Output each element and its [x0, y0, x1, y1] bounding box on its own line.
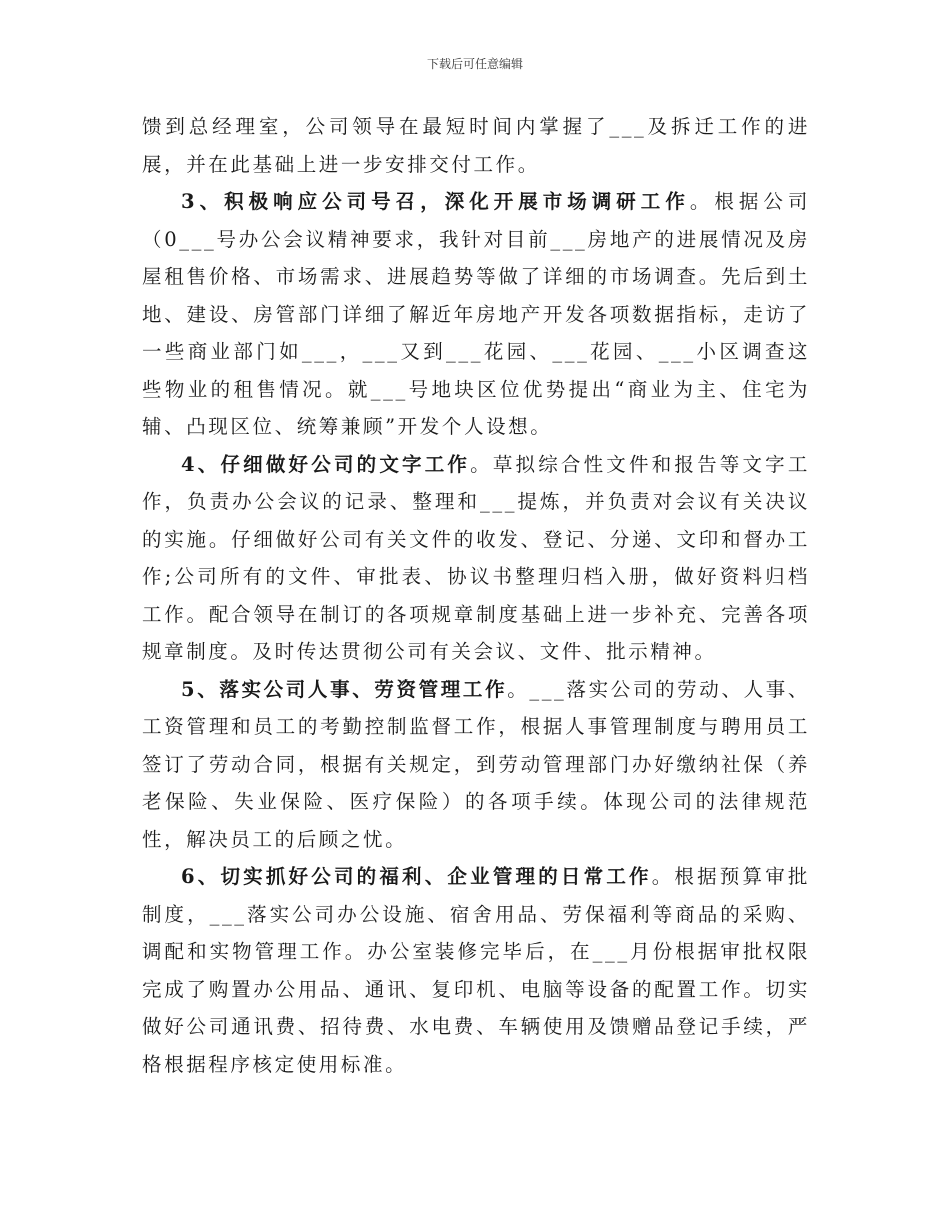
paragraph-body: 馈到总经理室，公司领导在最短时间内掌握了___及拆迁工作的进展，并在此基础上进一步安排交付工作。	[142, 115, 810, 176]
paragraph-body: 。根据预算审批制度，___落实公司办公设施、宿舍用品、劳保福利等商品的采购、调配和实物管理工作。办公室装修完毕后，在___月份根据审批权限完成了购置办公用品、通讯、复印机、电脑等设备的配置工作。切实做好公司通讯费、招待费、水电费、车辆使用及馈赠品登记手续，严格根据程序核定使用标准。	[142, 865, 811, 1076]
paragraph-heading: 4、仔细做好公司的文字工作	[181, 452, 471, 476]
paragraph-item-4	[142, 446, 810, 671]
paragraph-item-3	[142, 183, 810, 446]
page-header: 下载后可任意编辑	[426, 57, 523, 71]
paragraph-body: 。根据公司（0___号办公会议精神要求，我针对目前___房地产的进展情况及房屋租售价格、市场需求、进展趋势等做了详细的市场调查。先后到土地、建设、房管部门详细了解近年房地产开发各项数据指标，走访了一些商业部门如___，___又到___花园、___花园、___小区调查这些物业的租售情况。就___号地块区位优势提出“商业为主、住宅为辅、凸现区位、统筹兼顾”开发个人设想。	[142, 190, 810, 438]
paragraph-heading: 6、切实抓好公司的福利、企业管理的日常工作	[181, 865, 652, 888]
paragraph-item-5	[142, 671, 810, 859]
paragraph-heading: 3、积极响应公司号召，深化开展市场调研工作	[181, 190, 690, 213]
paragraph-heading: 5、落实公司人事、劳资管理工作	[181, 677, 508, 701]
paragraph-body: 。___落实公司的劳动、人事、工资管理和员工的考勤控制监督工作，根据人事管理制度与聘用员工签订了劳动合同，根据有关规定，到劳动管理部门办好缴纳社保（养老保险、失业保险、医疗保险）的各项手续。体现公司的法律规范性，解决员工的后顾之忧。	[142, 677, 810, 851]
document-body	[142, 108, 810, 1083]
paragraph-body: 。草拟综合性文件和报告等文字工作，负责办公会议的记录、整理和___提炼，并负责对会议有关决议的实施。仔细做好公司有关文件的收发、登记、分递、文印和督办工作;公司所有的文件、审批表、协议书整理归档入册，做好资料归档工作。配合领导在制订的各项规章制度基础上进一步补充、完善各项规章制度。及时传达贯彻公司有关会议、文件、批示精神。	[142, 452, 810, 663]
paragraph-item-6	[142, 858, 810, 1083]
paragraph-continuation	[142, 108, 810, 183]
